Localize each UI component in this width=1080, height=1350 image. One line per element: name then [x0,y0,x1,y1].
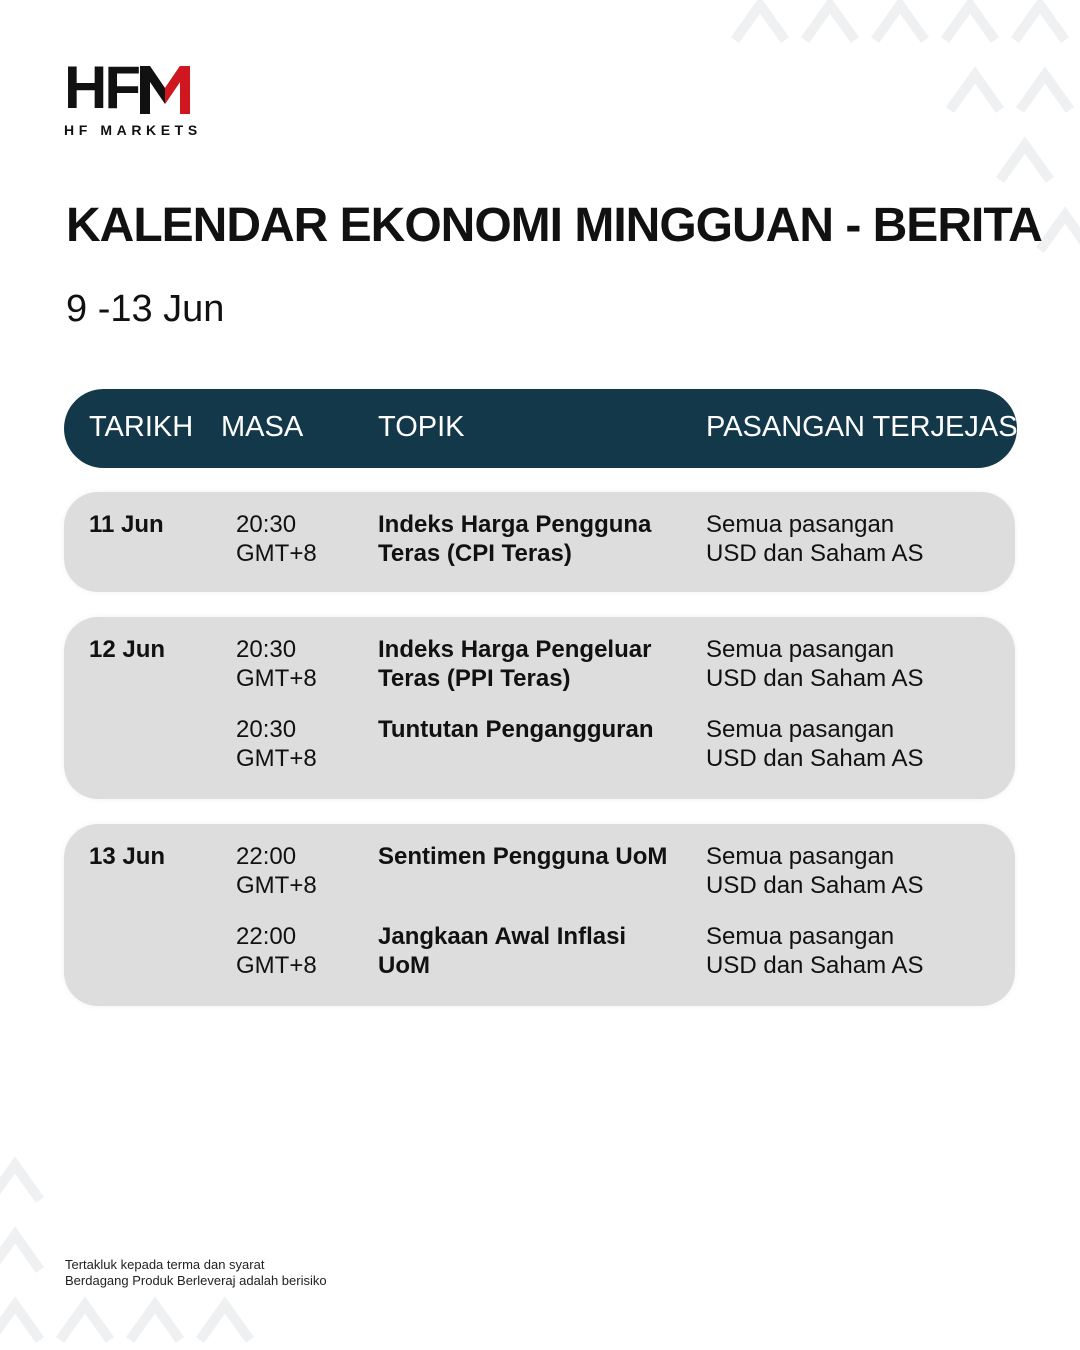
event-row [64,635,1015,705]
column-header-affected-pairs: PASANGAN TERJEJAS [706,411,1018,443]
event-topic-line: Teras (CPI Teras) [378,540,572,567]
event-time [236,510,356,568]
disclaimer-line: Berdagang Produk Berleveraj adalah berisiko [65,1273,327,1288]
event-time [236,715,356,773]
event-topic-line: UoM [378,952,430,979]
event-topic-line: Teras (PPI Teras) [378,665,571,692]
event-pairs-line: Semua pasangan [706,923,895,950]
event-time [236,842,356,900]
logo-tagline: HF MARKETS [64,122,202,138]
day-card [64,492,1015,592]
day-date: 11 Jun [89,511,164,538]
event-pairs-line: USD dan Saham AS [706,540,924,567]
disclaimer-line: Tertakluk kepada terma dan syarat [65,1257,265,1272]
event-affected-pairs [706,510,996,568]
date-range: 9 -13 Jun [66,288,225,330]
event-topic [378,510,678,568]
event-row [64,715,1015,785]
event-affected-pairs [706,922,996,980]
page-title: KALENDAR EKONOMI MINGGUAN - BERITA [66,199,1042,252]
disclaimer [65,1257,327,1289]
day-card [64,617,1015,799]
event-time-value: 22:00 [236,923,297,950]
event-affected-pairs [706,635,996,693]
event-time [236,635,356,693]
event-affected-pairs [706,715,996,773]
day-date: 13 Jun [89,843,166,870]
event-time-value: 22:00 [236,843,297,870]
event-pairs-line: USD dan Saham AS [706,665,924,692]
event-topic-line: Tuntutan Pengangguran [378,716,654,743]
event-pairs-line: USD dan Saham AS [706,745,924,772]
event-timezone: GMT+8 [236,872,317,899]
event-pairs-line: USD dan Saham AS [706,952,924,979]
event-row [64,510,1015,580]
event-topic-line: Sentimen Pengguna UoM [378,843,668,870]
event-timezone: GMT+8 [236,952,317,979]
event-topic-line: Indeks Harga Pengguna [378,511,652,538]
event-time [236,922,356,980]
table-header [64,389,1017,468]
event-topic [378,715,678,744]
day-date: 12 Jun [89,636,166,663]
event-timezone: GMT+8 [236,665,317,692]
column-header-date: TARIKH [89,411,194,443]
event-topic-line: Jangkaan Awal Inflasi [378,923,627,950]
event-time-value: 20:30 [236,511,297,538]
event-topic-line: Indeks Harga Pengeluar [378,636,652,663]
event-pairs-line: USD dan Saham AS [706,872,924,899]
logo-mark [64,54,214,121]
day-card [64,824,1015,1006]
column-header-topic: TOPIK [378,411,465,443]
event-pairs-line: Semua pasangan [706,716,895,743]
event-time-value: 20:30 [236,636,297,663]
event-pairs-line: Semua pasangan [706,511,895,538]
event-row [64,922,1015,992]
event-timezone: GMT+8 [236,540,317,567]
event-affected-pairs [706,842,996,900]
event-row [64,842,1015,912]
event-topic [378,922,678,980]
event-pairs-line: Semua pasangan [706,843,895,870]
column-header-time: MASA [221,411,304,443]
event-topic [378,842,678,871]
hfm-m-mark-icon [140,66,190,114]
event-timezone: GMT+8 [236,745,317,772]
event-topic [378,635,678,693]
logo-letters: HF [64,54,138,121]
event-pairs-line: Semua pasangan [706,636,895,663]
hfm-logo [64,54,214,142]
event-time-value: 20:30 [236,716,297,743]
